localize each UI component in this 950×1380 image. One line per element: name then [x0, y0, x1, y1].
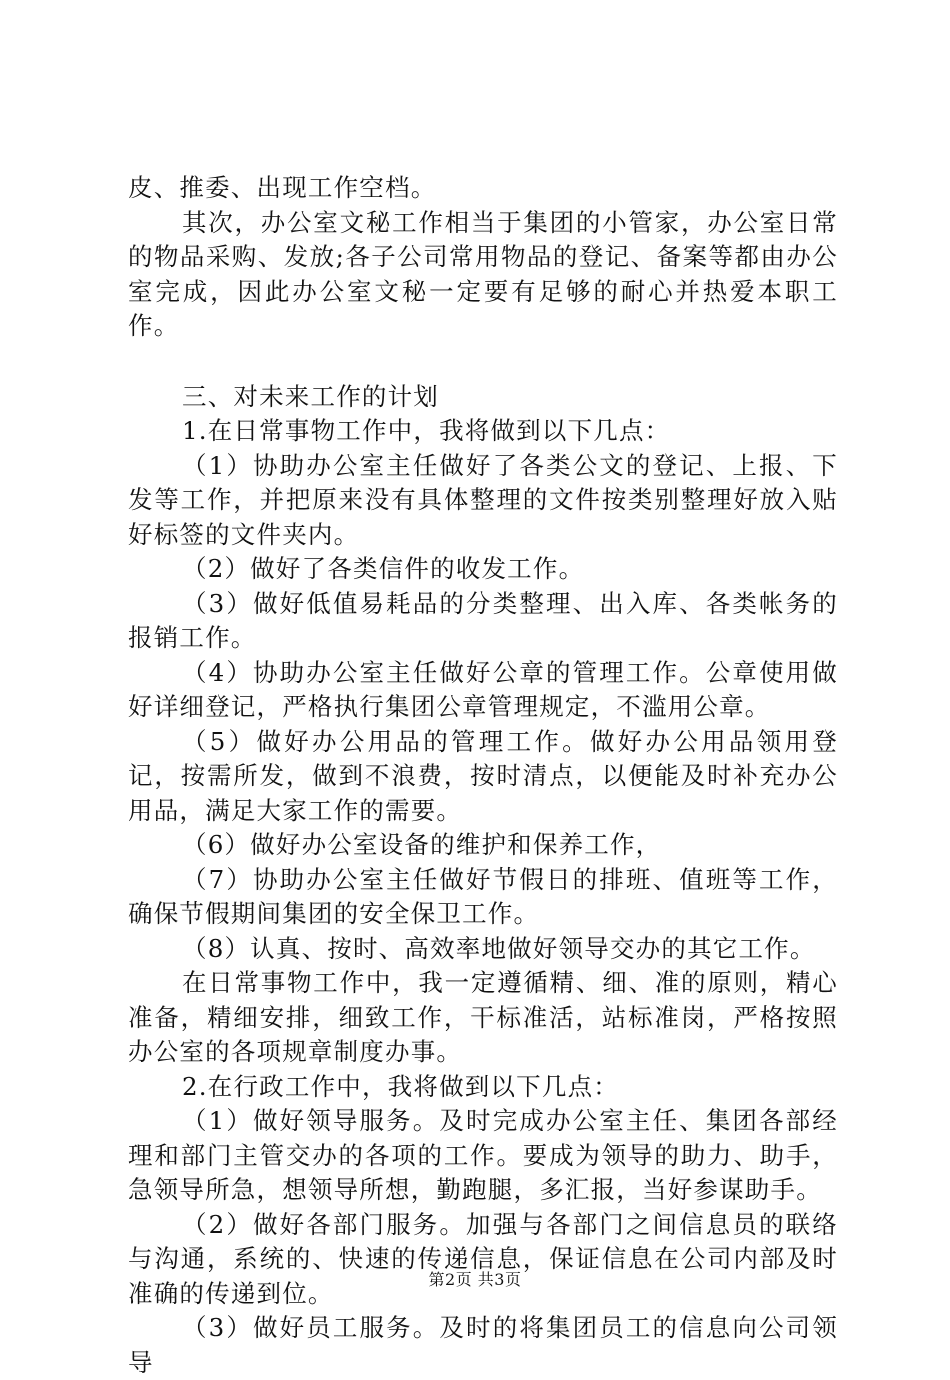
- list-item-5: （5）做好办公用品的管理工作。做好办公用品领用登记，按需所发，做到不浪费，按时清点，以便能及时补充办公用品，满足大家工作的需要。: [128, 726, 838, 825]
- list-item-4: （4）协助办公室主任做好公章的管理工作。公章使用做好详细登记，严格执行集团公章管理规定，不滥用公章。: [128, 657, 838, 721]
- subheading-daily-affairs: 1.在日常事物工作中，我将做到以下几点：: [182, 416, 671, 445]
- admin-item-1: （1）做好领导服务。及时完成办公室主任、集团各部经理和部门主管交办的各项的工作。要成为领导的助力、助手，急领导所急，想领导所想，勤跑腿，多汇报，当好参谋助手。: [128, 1106, 838, 1204]
- paragraph-gap: [128, 344, 838, 380]
- list-item-3: （3）做好低值易耗品的分类整理、出入库、各类帐务的报销工作。: [128, 588, 838, 652]
- subheading-administrative-work: 2.在行政工作中，我将做到以下几点：: [182, 1071, 619, 1101]
- document-body: [128, 171, 838, 1380]
- list-item-2: （2）做好了各类信件的收发工作。: [182, 554, 585, 583]
- page-footer: 第2页 共3页: [428, 1270, 522, 1289]
- paragraph-daily-principles: 在日常事物工作中，我一定遵循精、细、准的原则，精心准备，精细安排，细致工作，干标准活，站标准岗，严格按照办公室的各项规章制度办事。: [128, 968, 838, 1066]
- list-item-6: （6）做好办公室设备的维护和保养工作，: [182, 830, 662, 859]
- list-item-7: （7）协助办公室主任做好节假日的排班、值班等工作，确保节假期间集团的安全保卫工作。: [128, 864, 838, 928]
- section-heading-future-plan: 三、对未来工作的计划: [182, 381, 439, 411]
- list-item-1: （1）协助办公室主任做好了各类公文的登记、上报、下发等工作，并把原来没有具体整理的文件按类别整理好放入贴好标签的文件夹内。: [128, 450, 838, 549]
- paragraph-secretary-role: 其次，办公室文秘工作相当于集团的小管家，办公室日常的物品采购、发放;各子公司常用物品的登记、备案等都由办公室完成，因此办公室文秘一定要有足够的耐心并热爱本职工作。: [128, 207, 838, 340]
- admin-item-3: （3）做好员工服务。及时的将集团员工的信息向公司领导: [128, 1313, 838, 1377]
- paragraph-continuation: 皮、推委、出现工作空档。: [128, 173, 437, 202]
- list-item-8: （8）认真、按时、高效率地做好领导交办的其它工作。: [182, 933, 816, 963]
- admin-item-2: （2）做好各部门服务。加强与各部门之间信息员的联络与沟通，系统的、快速的传递信息，保证信息在公司内部及时准确的传递到位。: [128, 1209, 838, 1308]
